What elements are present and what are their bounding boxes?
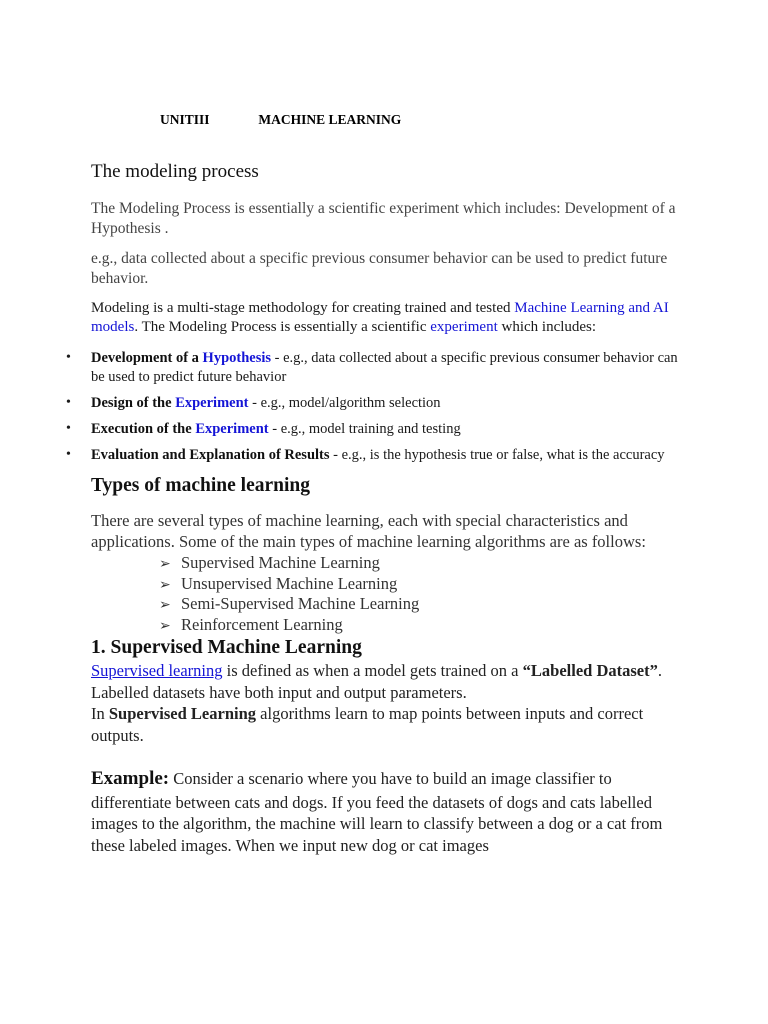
list-item <box>159 615 683 636</box>
example-label: Example: <box>91 768 170 790</box>
arrow-icon: ➢ <box>159 597 171 614</box>
desc-before: Modeling is a multi-stage methodology for creating trained and tested <box>91 300 515 317</box>
modeling-description <box>91 299 683 337</box>
step-label: Development of a <box>91 350 203 367</box>
step-keyword[interactable]: Experiment <box>175 395 249 412</box>
step-label: Execution of the <box>91 420 196 437</box>
example-text: Consider a scenario where you have to build an image classifier to differentiate between cats and dogs. If you feed the datasets of dogs and cats labelled images to the algorithm, the machine will learn to classify between a dog or a cat from these labeled images. When we input new dog or cat images <box>91 769 663 855</box>
ml-type-label: Reinforcement Learning <box>181 615 343 635</box>
in-prefix: In <box>91 704 109 724</box>
document-body <box>66 160 683 856</box>
step-keyword[interactable]: Hypothesis <box>202 350 272 367</box>
step-keyword[interactable]: Experiment <box>195 420 269 437</box>
list-item <box>159 553 683 574</box>
subject-label: MACHINE LEARNING <box>258 112 402 127</box>
supervised-definition <box>91 660 683 746</box>
experiment-link[interactable]: experiment <box>430 319 498 336</box>
list-item <box>159 594 683 615</box>
step-text: - e.g., data collected about a specific previous consumer behavior can be used to predict future behavior <box>91 350 678 386</box>
bullet-icon: • <box>66 420 71 436</box>
ml-ai-models-link[interactable]: Machine Learning and AI models <box>91 300 669 336</box>
page-header <box>160 112 401 128</box>
modeling-intro: The Modeling Process is essentially a scientific experiment which includes: Development of a Hypothesis . <box>91 199 676 237</box>
modeling-steps-list <box>0 349 683 464</box>
step-label: Evaluation and Explanation of Results <box>91 446 330 463</box>
list-item <box>0 394 683 413</box>
unit-label: UNITIII <box>160 112 210 127</box>
list-item <box>0 420 683 439</box>
ml-type-label: Supervised Machine Learning <box>181 552 380 572</box>
ml-types-list <box>91 553 683 636</box>
ml-type-label: Semi-Supervised Machine Learning <box>181 594 420 614</box>
bullet-icon: • <box>66 446 71 462</box>
def-mid: is defined as when a model gets trained on a <box>222 661 523 681</box>
desc-middle: . The Modeling Process is essentially a scientific <box>134 319 431 336</box>
modeling-heading: The modeling process <box>91 161 259 182</box>
arrow-icon: ➢ <box>159 576 171 593</box>
step-label: Design of the <box>91 395 176 412</box>
labelled-dataset-term: “Labelled Dataset” <box>522 661 658 681</box>
modeling-example: e.g., data collected about a specific previous consumer behavior can be used to predict future behavior. <box>91 249 668 288</box>
list-item <box>0 446 683 465</box>
step-text: - e.g., model/algorithm selection <box>248 395 441 412</box>
bullet-icon: • <box>66 350 71 366</box>
step-text: - e.g., model training and testing <box>268 420 461 437</box>
example-paragraph <box>91 767 683 856</box>
def-end: . Labelled datasets have both input and output parameters. <box>91 661 662 702</box>
arrow-icon: ➢ <box>159 618 171 635</box>
supervised-learning-link[interactable]: Supervised learning <box>91 661 223 681</box>
types-intro: There are several types of machine learning, each with special characteristics and applications. Some of the main types of machine learning algorithms are as follows: <box>91 510 646 552</box>
arrow-icon: ➢ <box>159 555 171 572</box>
bullet-icon: • <box>66 395 71 411</box>
types-heading: Types of machine learning <box>91 474 311 496</box>
desc-after: which includes: <box>497 319 597 336</box>
ml-type-label: Unsupervised Machine Learning <box>181 573 398 593</box>
list-item <box>0 349 683 387</box>
supervised-learning-term: Supervised Learning <box>108 704 257 724</box>
step-text: - e.g., is the hypothesis true or false, what is the accuracy <box>329 446 665 463</box>
list-item <box>159 574 683 595</box>
in-rest: algorithms learn to map points between inputs and correct outputs. <box>91 704 644 745</box>
supervised-heading: 1. Supervised Machine Learning <box>91 636 362 658</box>
